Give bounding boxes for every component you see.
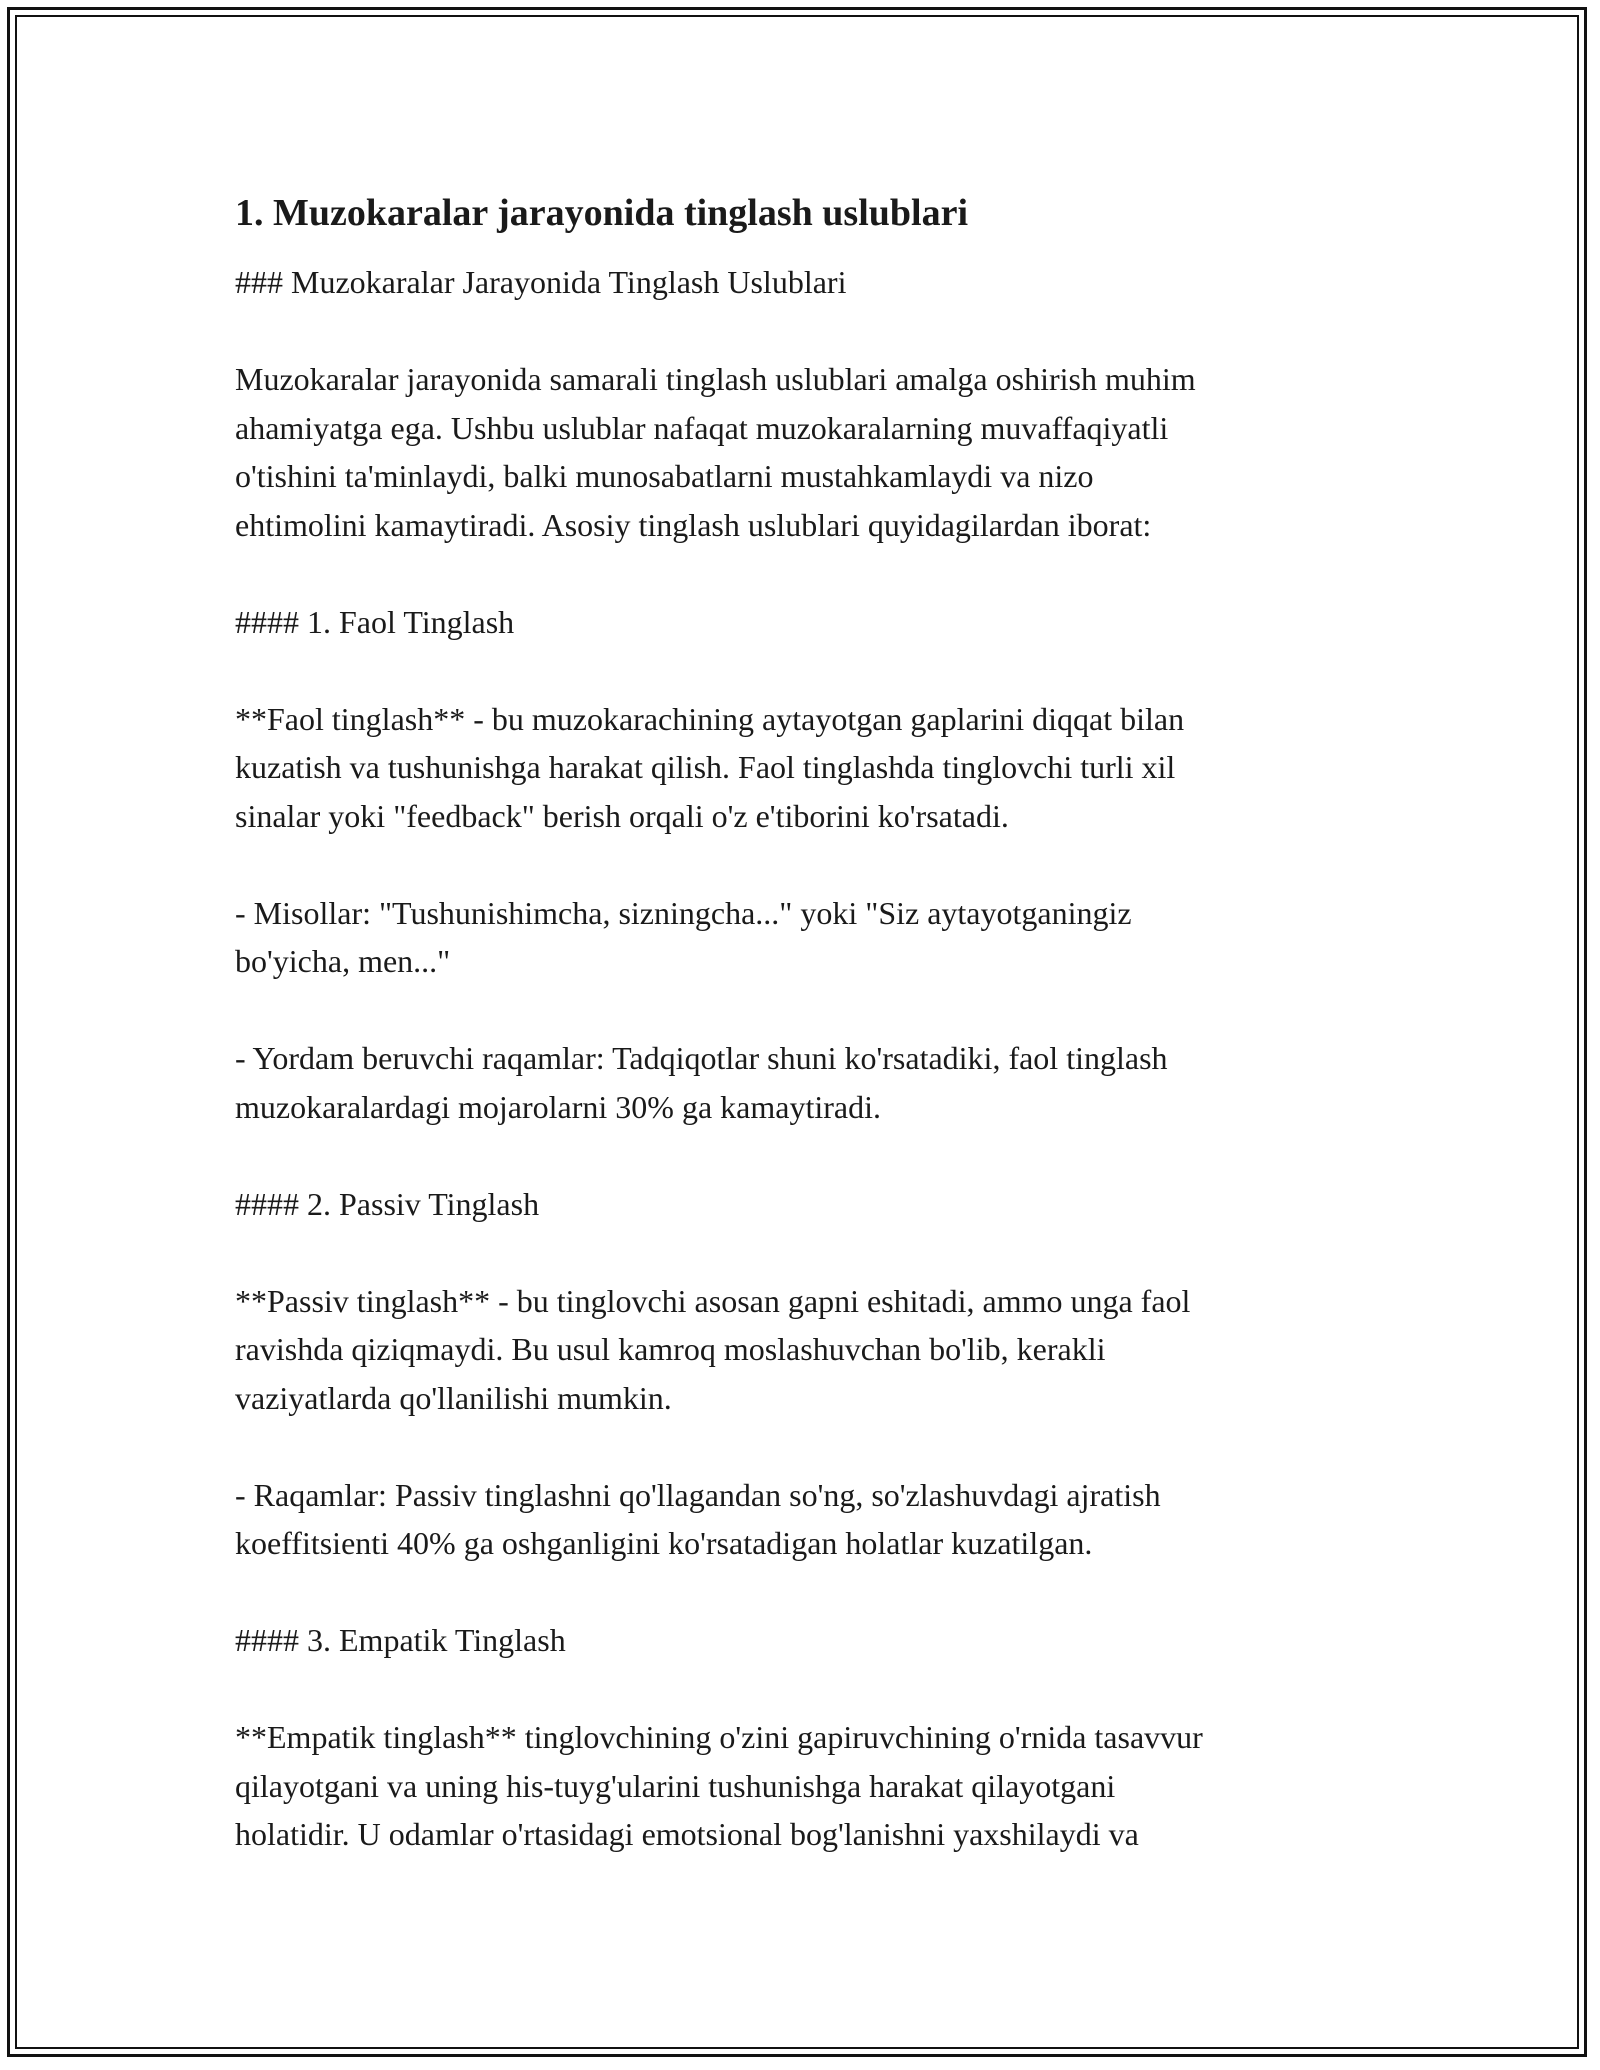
empatik-paragraph: **Empatik tinglash** tinglovchining o'zini gapiruvchining o'rnida tasavvur qilayotgani va uning his-tuyg'ularini tushunishga harakat qilayotgani holatidir. U odamlar o'rtasidagi emotsional bog'lanishni yaxshilaydi va [235,1719,1203,1852]
subsection-heading-passiv: #### 2. Passiv Tinglash [235,1185,540,1222]
document-content [235,188,1365,1859]
subsection-heading-faol: #### 1. Faol Tinglash [235,603,515,640]
passiv-paragraph: **Passiv tinglash** - bu tinglovchi asosan gapni eshitadi, ammo unga faol ravishda qiziqmaydi. Bu usul kamroq moslashuvchan bo'lib, kerakli vaziyatlarda qo'llanilishi mumkin. [235,1282,1191,1416]
intro-paragraph: Muzokaralar jarayonida samarali tinglash uslublari amalga oshirish muhim ahamiyatga ega. Ushbu uslublar nafaqat muzokaralarning muvaffaqiyatli o'tishini ta'minlaydi, balki munosabatlarni mustahkamlaydi va nizo ehtimolini kamaytiradi. Asosiy tinglash uslublari quyidagilardan iborat: [235,361,1196,543]
faol-paragraph: **Faol tinglash** - bu muzokarachining aytayotgan gaplarini diqqat bilan kuzatish va tushunishga harakat qilish. Faol tinglashda tinglovchi turli xil sinalar yoki "feedback" berish orqali o'z e'tiborini ko'rsatadi. [235,700,1185,834]
subsection-heading-empatik: #### 3. Empatik Tinglash [235,1622,566,1658]
passiv-numbers-item: - Raqamlar: Passiv tinglashni qo'llagandan so'ng, so'zlashuvdagi ajratish koeffitsienti 40% ga oshganligini ko'rsatadigan holatlar kuzatilgan. [235,1476,1161,1561]
document-title: 1. Muzokaralar jarayonida tinglash uslublari [235,192,969,234]
section-heading: ### Muzokaralar Jarayonida Tinglash Uslublari [235,264,847,300]
faol-numbers-item: - Yordam beruvchi raqamlar: Tadqiqotlar shuni ko'rsatadiki, faol tinglash muzokaralardagi mojarolarni 30% ga kamaytiradi. [235,1040,1168,1125]
faol-examples-item: - Misollar: "Tushunishimcha, sizningcha..." yoki "Siz aytayotganingiz bo'yicha, men..." [235,894,1132,979]
